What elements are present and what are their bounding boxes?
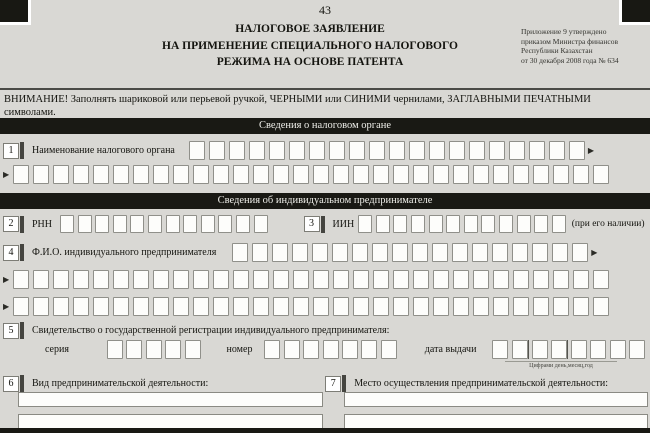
char-cell[interactable] (193, 297, 209, 316)
char-cell[interactable] (552, 215, 566, 233)
char-cell[interactable] (253, 297, 269, 316)
char-cell[interactable] (313, 165, 329, 184)
char-cell[interactable] (293, 165, 309, 184)
char-cell[interactable] (513, 270, 529, 289)
continuation-arrow-icon: ▶ (591, 248, 598, 257)
fio-cells-2 (13, 270, 609, 289)
char-cell[interactable] (452, 243, 468, 262)
char-cell[interactable] (413, 270, 429, 289)
char-cell[interactable] (93, 297, 109, 316)
issue-date-label: дата выдачи (424, 344, 477, 355)
form-title (130, 21, 490, 71)
char-cell[interactable] (333, 297, 349, 316)
section-header-tax-authority: Сведения о налоговом органе (0, 118, 650, 134)
char-cell[interactable] (409, 141, 425, 160)
tax-authority-name-cells-2 (13, 165, 609, 184)
char-cell[interactable] (303, 340, 319, 359)
activity-place-input-line-1[interactable] (344, 392, 648, 407)
field4-continuation-row-1 (3, 270, 647, 289)
char-cell[interactable] (13, 165, 29, 184)
char-cell[interactable] (33, 270, 49, 289)
char-cell[interactable] (381, 340, 397, 359)
char-cell[interactable] (551, 340, 567, 359)
char-cell[interactable] (148, 215, 162, 233)
char-cell[interactable] (273, 165, 289, 184)
field-entrepreneur-name (3, 243, 647, 262)
char-cell[interactable] (517, 215, 531, 233)
char-cell[interactable] (489, 141, 505, 160)
char-cell[interactable] (532, 340, 548, 359)
char-cell[interactable] (593, 270, 609, 289)
char-cell[interactable] (473, 297, 489, 316)
char-cell[interactable] (253, 165, 269, 184)
number-label: номер (226, 344, 253, 355)
char-cell[interactable] (189, 141, 205, 160)
char-cell[interactable] (569, 141, 585, 160)
char-cell[interactable] (165, 340, 181, 359)
char-cell[interactable] (13, 297, 29, 316)
fill-warning (0, 88, 650, 119)
char-cell[interactable] (453, 270, 469, 289)
char-cell[interactable] (513, 165, 529, 184)
field-registration-certificate (3, 322, 647, 339)
char-cell[interactable] (373, 297, 389, 316)
char-cell[interactable] (272, 243, 288, 262)
char-cell[interactable] (185, 340, 201, 359)
char-cell[interactable] (512, 243, 528, 262)
char-cell[interactable] (312, 243, 328, 262)
char-cell[interactable] (236, 215, 250, 233)
char-cell[interactable] (193, 270, 209, 289)
char-cell[interactable] (233, 270, 249, 289)
char-cell[interactable] (113, 215, 127, 233)
char-cell[interactable] (133, 297, 149, 316)
fio-cells (232, 243, 588, 262)
field-tax-authority-name (3, 141, 647, 160)
char-cell[interactable] (499, 215, 513, 233)
activity-type-input-line-2[interactable] (18, 414, 323, 429)
char-cell[interactable] (433, 270, 449, 289)
char-cell[interactable] (33, 165, 49, 184)
char-cell[interactable] (329, 141, 345, 160)
continuation-arrow-icon: ▶ (3, 302, 10, 311)
field3-label: ИИН (332, 218, 355, 230)
char-cell[interactable] (373, 165, 389, 184)
char-cell[interactable] (93, 270, 109, 289)
char-cell[interactable] (126, 340, 142, 359)
char-cell[interactable] (193, 165, 209, 184)
char-cell[interactable] (492, 340, 508, 359)
char-cell[interactable] (73, 297, 89, 316)
approval-line1: Приложение 9 утверждено (521, 27, 607, 36)
certificate-details-row (45, 340, 645, 359)
char-cell[interactable] (73, 165, 89, 184)
char-cell[interactable] (73, 270, 89, 289)
char-cell[interactable] (309, 141, 325, 160)
char-cell[interactable] (449, 141, 465, 160)
char-cell[interactable] (529, 141, 545, 160)
field7-number: 7 (325, 375, 346, 392)
approval-note (521, 27, 646, 65)
date-separator (528, 340, 529, 359)
char-cell[interactable] (481, 215, 495, 233)
char-cell[interactable] (552, 243, 568, 262)
char-cell[interactable] (472, 243, 488, 262)
rnn-cells (60, 215, 268, 233)
char-cell[interactable] (252, 243, 268, 262)
char-cell[interactable] (133, 270, 149, 289)
char-cell[interactable] (553, 165, 569, 184)
char-cell[interactable] (513, 297, 529, 316)
field7-label: Место осуществления предпринимательской деятельности: (354, 378, 609, 389)
char-cell[interactable] (146, 340, 162, 359)
char-cell[interactable] (13, 270, 29, 289)
char-cell[interactable] (273, 297, 289, 316)
bottom-section-bar (0, 428, 650, 433)
issue-date-month-cells (532, 340, 567, 359)
char-cell[interactable] (393, 165, 409, 184)
field4-label: Ф.И.О. индивидуального предпринимателя (32, 247, 217, 258)
field6-label: Вид предпринимательской деятельности: (32, 378, 209, 389)
char-cell[interactable] (264, 340, 280, 359)
char-cell[interactable] (453, 165, 469, 184)
char-cell[interactable] (342, 340, 358, 359)
field6-number: 6 (3, 375, 24, 392)
series-label: серия (45, 344, 69, 355)
continuation-arrow-icon: ▶ (3, 275, 10, 284)
char-cell[interactable] (233, 165, 249, 184)
char-cell[interactable] (113, 297, 129, 316)
field5-label: Свидетельство о государственной регистрации индивидуального предпринимателя: (32, 325, 390, 336)
iin-note: (при его наличии) (571, 219, 645, 229)
field2-label: РНН (32, 218, 53, 230)
char-cell[interactable] (284, 340, 300, 359)
char-cell[interactable] (349, 141, 365, 160)
char-cell[interactable] (553, 270, 569, 289)
char-cell[interactable] (113, 270, 129, 289)
char-cell[interactable] (493, 165, 509, 184)
fio-cells-3 (13, 297, 609, 316)
char-cell[interactable] (473, 165, 489, 184)
char-cell[interactable] (292, 243, 308, 262)
char-cell[interactable] (446, 215, 460, 233)
activity-place-input-line-2[interactable] (344, 414, 648, 429)
char-cell[interactable] (393, 215, 407, 233)
char-cell[interactable] (113, 165, 129, 184)
char-cell[interactable] (254, 215, 268, 233)
char-cell[interactable] (532, 243, 548, 262)
char-cell[interactable] (209, 141, 225, 160)
field1-number: 1 (3, 142, 24, 159)
char-cell[interactable] (253, 270, 269, 289)
char-cell[interactable] (593, 297, 609, 316)
char-cell[interactable] (333, 165, 349, 184)
continuation-arrow-icon: ▶ (587, 146, 595, 155)
char-cell[interactable] (512, 340, 528, 359)
char-cell[interactable] (572, 243, 588, 262)
series-cells (107, 340, 201, 359)
char-cell[interactable] (273, 270, 289, 289)
char-cell[interactable] (183, 215, 197, 233)
char-cell[interactable] (453, 297, 469, 316)
char-cell[interactable] (78, 215, 92, 233)
iin-cells (358, 215, 566, 233)
char-cell[interactable] (433, 165, 449, 184)
form-title-line2: НА ПРИМЕНЕНИЕ СПЕЦИАЛЬНОГО НАЛОГОВОГО (162, 39, 458, 52)
char-cell[interactable] (492, 243, 508, 262)
field4-number: 4 (3, 244, 24, 261)
char-cell[interactable] (173, 297, 189, 316)
char-cell[interactable] (313, 270, 329, 289)
char-cell[interactable] (553, 297, 569, 316)
char-cell[interactable] (429, 141, 445, 160)
date-separator (567, 340, 568, 359)
approval-line2: приказом Министра финансов (521, 36, 618, 46)
char-cell[interactable] (323, 340, 339, 359)
section-header-entrepreneur: Сведения об индивидуальном предпринимателе (0, 193, 650, 209)
char-cell[interactable] (358, 215, 372, 233)
page-number: 43 (319, 3, 331, 17)
char-cell[interactable] (153, 270, 169, 289)
field6-field7-labels-row (3, 375, 647, 392)
char-cell[interactable] (549, 141, 565, 160)
field2-number: 2 (3, 216, 24, 233)
char-cell[interactable] (353, 270, 369, 289)
char-cell[interactable] (269, 141, 285, 160)
char-cell[interactable] (53, 297, 69, 316)
char-cell[interactable] (534, 215, 548, 233)
char-cell[interactable] (33, 297, 49, 316)
char-cell[interactable] (153, 297, 169, 316)
tax-authority-name-cells (189, 141, 585, 160)
char-cell[interactable] (533, 165, 549, 184)
char-cell[interactable] (413, 165, 429, 184)
char-cell[interactable] (249, 141, 265, 160)
char-cell[interactable] (133, 165, 149, 184)
char-cell[interactable] (201, 215, 215, 233)
char-cell[interactable] (389, 141, 405, 160)
char-cell[interactable] (229, 141, 245, 160)
field-rnn-iin-row (3, 215, 647, 233)
char-cell[interactable] (590, 340, 606, 359)
char-cell[interactable] (361, 340, 377, 359)
char-cell[interactable] (107, 340, 123, 359)
char-cell[interactable] (433, 297, 449, 316)
char-cell[interactable] (53, 270, 69, 289)
char-cell[interactable] (533, 297, 549, 316)
char-cell[interactable] (573, 270, 589, 289)
date-format-hint: Цифрами день,месяц,год (505, 361, 617, 369)
char-cell[interactable] (130, 215, 144, 233)
char-cell[interactable] (352, 243, 368, 262)
char-cell[interactable] (333, 270, 349, 289)
char-cell[interactable] (392, 243, 408, 262)
char-cell[interactable] (573, 297, 589, 316)
char-cell[interactable] (293, 270, 309, 289)
approval-line4: от 30 декабря 2008 года № 634 (521, 55, 619, 65)
char-cell[interactable] (218, 215, 232, 233)
char-cell[interactable] (493, 270, 509, 289)
char-cell[interactable] (411, 215, 425, 233)
char-cell[interactable] (533, 270, 549, 289)
form-title-line1: НАЛОГОВОЕ ЗАЯВЛЕНИЕ (235, 23, 385, 35)
char-cell[interactable] (332, 243, 348, 262)
approval-line3: Республики Казахстан (521, 46, 593, 55)
char-cell[interactable] (493, 297, 509, 316)
char-cell[interactable] (509, 141, 525, 160)
char-cell[interactable] (95, 215, 109, 233)
char-cell[interactable] (376, 215, 390, 233)
char-cell[interactable] (473, 270, 489, 289)
char-cell[interactable] (464, 215, 478, 233)
char-cell[interactable] (429, 215, 443, 233)
continuation-arrow-icon: ▶ (3, 170, 10, 179)
char-cell[interactable] (469, 141, 485, 160)
char-cell[interactable] (393, 297, 409, 316)
field5-number: 5 (3, 322, 24, 339)
char-cell[interactable] (571, 340, 587, 359)
issue-date-day-cells (492, 340, 527, 359)
char-cell[interactable] (573, 165, 589, 184)
char-cell[interactable] (233, 297, 249, 316)
fill-warning-text: ВНИМАНИЕ! Заполнять шариковой или перьевой ручкой, ЧЕРНЫМИ или СИНИМИ чернилами, ЗАГЛАВНЫМИ ПЕЧАТНЫМИ символами. (4, 94, 591, 118)
char-cell[interactable] (313, 297, 329, 316)
char-cell[interactable] (213, 297, 229, 316)
number-cells (264, 340, 396, 359)
char-cell[interactable] (60, 215, 74, 233)
char-cell[interactable] (629, 340, 645, 359)
activity-type-input-line-1[interactable] (18, 392, 323, 407)
char-cell[interactable] (53, 165, 69, 184)
char-cell[interactable] (289, 141, 305, 160)
char-cell[interactable] (213, 165, 229, 184)
char-cell[interactable] (93, 165, 109, 184)
field3-number: 3 (304, 216, 325, 233)
field1-continuation-row (3, 165, 647, 184)
char-cell[interactable] (369, 141, 385, 160)
char-cell[interactable] (173, 270, 189, 289)
char-cell[interactable] (372, 243, 388, 262)
char-cell[interactable] (412, 243, 428, 262)
issue-date-year-cells (571, 340, 645, 359)
char-cell[interactable] (373, 270, 389, 289)
char-cell[interactable] (213, 270, 229, 289)
form-title-line3: РЕЖИМА НА ОСНОВЕ ПАТЕНТА (216, 56, 404, 68)
char-cell[interactable] (593, 165, 609, 184)
char-cell[interactable] (232, 243, 248, 262)
char-cell[interactable] (610, 340, 626, 359)
char-cell[interactable] (393, 270, 409, 289)
char-cell[interactable] (353, 165, 369, 184)
char-cell[interactable] (173, 165, 189, 184)
char-cell[interactable] (166, 215, 180, 233)
char-cell[interactable] (293, 297, 309, 316)
char-cell[interactable] (153, 165, 169, 184)
char-cell[interactable] (432, 243, 448, 262)
char-cell[interactable] (353, 297, 369, 316)
field1-label: Наименование налогового органа (32, 145, 175, 156)
field4-continuation-row-2 (3, 297, 647, 316)
char-cell[interactable] (413, 297, 429, 316)
